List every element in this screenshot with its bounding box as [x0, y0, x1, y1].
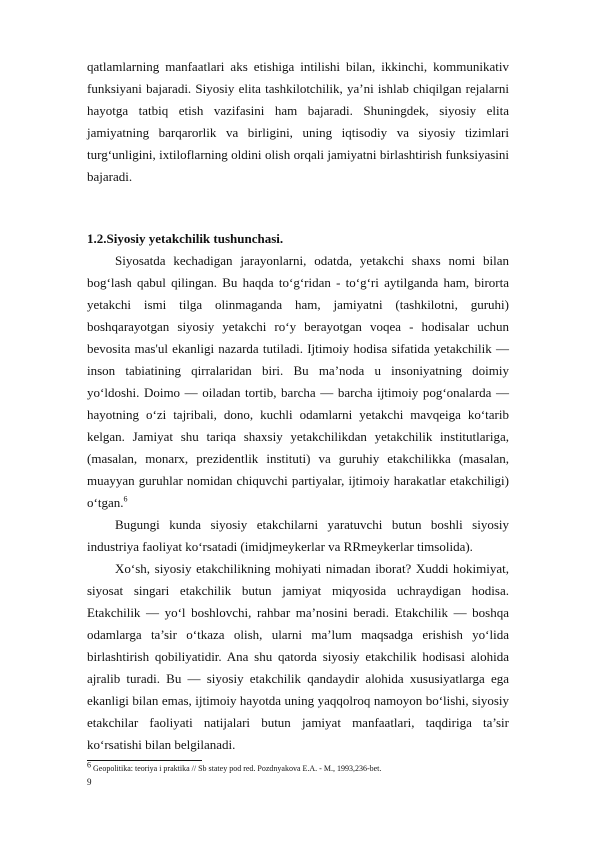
paragraph-leadership-essence: Xo‘sh, siyosiy etakchilikning mohiyati nimadan iborat? Xuddi hokimiyat, siyosat singari etakchilik butun jamiyat miqyosida uchraydigan hodisa. Etakchilik — yo‘l boshlovchi, rahbar ma’nosini beradi. Etakchilik — boshqa odamlarga ta’sir o‘tkaza olish, ularni ma’lum maqsadga erishish yo‘lida birlashtirish qobiliyatidir. Ana shu qatorda siyosiy etakchilik hodisasi alohida ajralib turadi. Bu — siyosiy etakchilik qandaydir alohida xususiyatlarga ega ekanligi bilan emas, ijtimoiy hayotda uning yaqqolroq namoyon bo‘lishi, siyosiy etakchilar faoliyati natijalari butun jamiyat manfaatlari, taqdiriga ta’sir ko‘rsatishi bilan belgilanadi.: [87, 561, 509, 752]
footnote-reference[interactable]: 6: [123, 494, 128, 504]
footnote: [87, 760, 517, 774]
document-body: [87, 56, 509, 756]
paragraph-leadership-definition: [87, 250, 509, 514]
page-number: 9: [87, 777, 92, 787]
footnote-divider: [87, 760, 202, 761]
section-spacer: [87, 188, 509, 228]
section-heading: 1.2.Siyosiy yetakchilik tushunchasi.: [87, 231, 284, 246]
intro-paragraph: qatlamlarning manfaatlari aks etishiga intilishi bilan, ikkinchi, kommunikativ funksiyani bajaradi. Siyosiy elita tashkilotchilik, ya’ni ishlab chiqilgan rejalarni hayotga tatbiq etish vazifasini ham bajaradi. Shuningdek, siyosiy elita jamiyatning barqarorlik va birligini, uning iqtisodiy va siyosiy tizimlari turg‘unligini, ixtiloflarning oldini olish orqali jamiyatni birlashtirish funksiyasini bajaradi.: [87, 59, 509, 184]
footnote-text: Geopolitika: teoriya i praktika // Sb statey pod red. Pozdnyakova E.A. - M., 1993,236-bet.: [91, 764, 382, 773]
footnote-mark: 6: [87, 760, 91, 770]
paragraph-political-industry: Bugungi kunda siyosiy etakchilarni yaratuvchi butun boshli siyosiy industriya faoliyat ko‘rsatadi (imidjmeykerlar va RRmeykerlar timsolida).: [87, 517, 509, 554]
paragraph-text: Siyosatda kechadigan jarayonlarni, odatda, yetakchi shaxs nomi bilan bog‘lash qabul qilingan. Bu haqda to‘g‘ridan - to‘g‘ri aytilganda ham, birorta yetakchi ismi tilga olinmaganda ham, jamiyatni (tashkilotni, guruhi) boshqarayotgan siyosiy yetakchi ro‘y berayotgan voqea - hodisalar uchun bevosita mas'ul ekanligi nazarda tutiladi. Ijtimoiy hodisa sifatida yetakchilik — inson tabiatining qirralaridan biri. Bu ma’noda u insoniyatning doimiy yo‘ldoshi. Doimo — oiladan tortib, barcha — barcha ijtimoiy pog‘onalarda — hayotning o‘zi tajribali, dono, kuchli odamlarni yetakchi mavqeiga ko‘tarib kelgan. Jamiyat shu tariqa shaxsiy yetakchilikdan yetakchilik institutlariga, (masalan, monarx, prezidentlik instituti) va guruhiy etakchilikka (masalan, muayyan guruhlar nomidan chiquvchi partiyalar, ijtimoiy harakatlar etakchiligi) o‘tgan.: [87, 253, 509, 510]
